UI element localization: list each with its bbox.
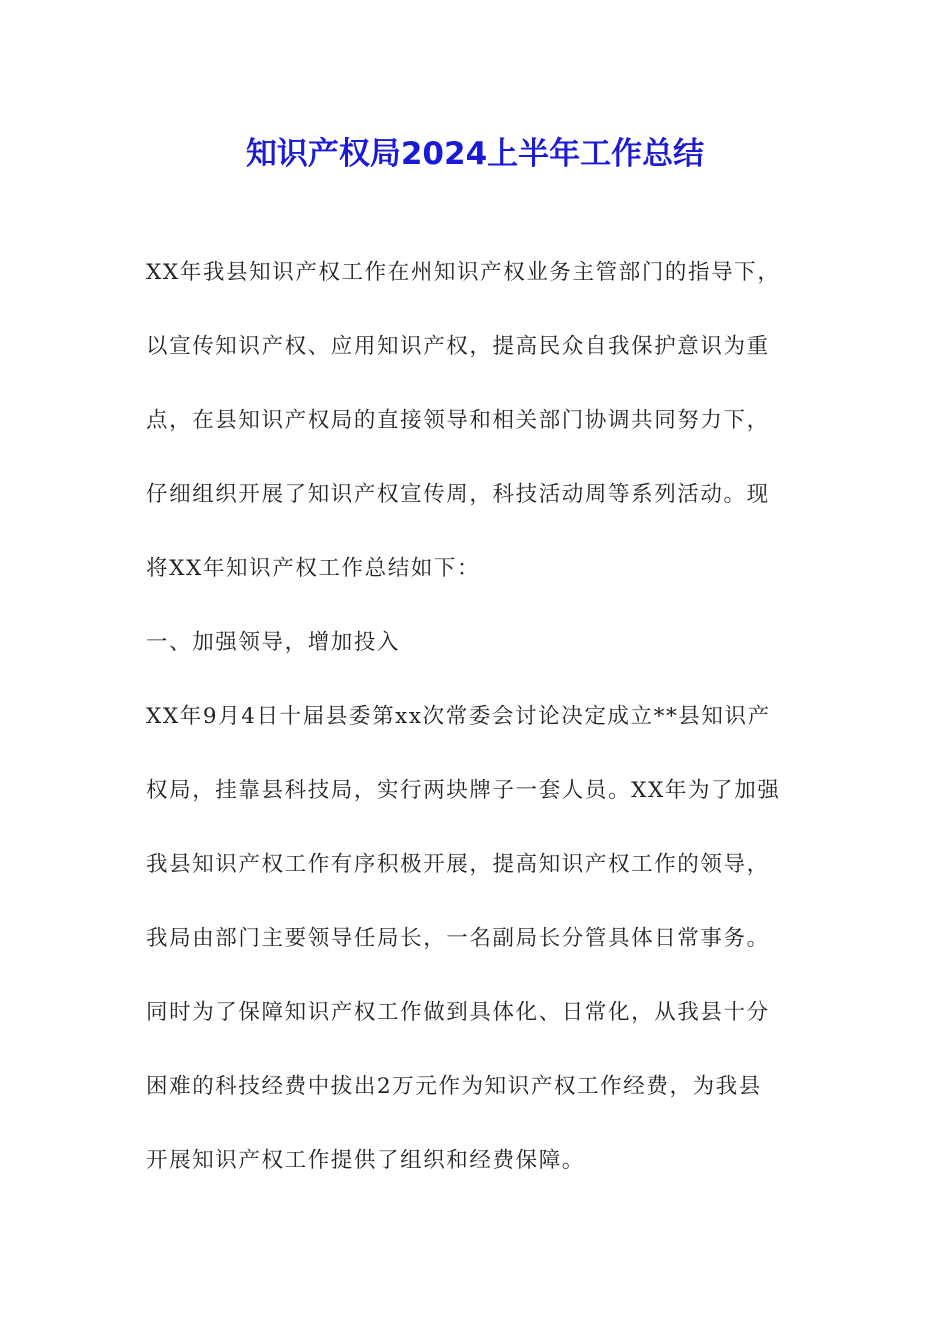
paragraph-line: 仔细组织开展了知识产权宣传周，科技活动周等系列活动。现	[146, 482, 770, 507]
section-heading: 一、加强领导，增加投入	[146, 630, 401, 655]
paragraph-line: 权局，挂靠县科技局，实行两块牌子一套人员。XX年为了加强	[146, 778, 781, 803]
paragraph-line: 困难的科技经费中拔出2万元作为知识产权工作经费，为我县	[146, 1074, 762, 1099]
paragraph-line: 点，在县知识产权局的直接领导和相关部门协调共同努力下，	[146, 408, 770, 433]
paragraph-line: 以宣传知识产权、应用知识产权，提高民众自我保护意识为重	[146, 334, 770, 359]
paragraph-line: 我县知识产权工作有序积极开展，提高知识产权工作的领导，	[146, 852, 770, 877]
paragraph-line: 将XX年知识产权工作总结如下：	[146, 556, 481, 581]
paragraph-line: XX年9月4日十届县委第xx次常委会讨论决定成立**县知识产	[146, 704, 771, 729]
document-body	[146, 236, 810, 1198]
paragraph-line: 开展知识产权工作提供了组织和经费保障。	[146, 1148, 585, 1173]
paragraph-line: 我局由部门主要领导任局长，一名副局长分管具体日常事务。	[146, 926, 770, 951]
paragraph-line: XX年我县知识产权工作在州知识产权业务主管部门的指导下，	[146, 260, 781, 285]
document-title: 知识产权局2024上半年工作总结	[245, 136, 705, 172]
paragraph-line: 同时为了保障知识产权工作做到具体化、日常化，从我县十分	[146, 1000, 770, 1025]
